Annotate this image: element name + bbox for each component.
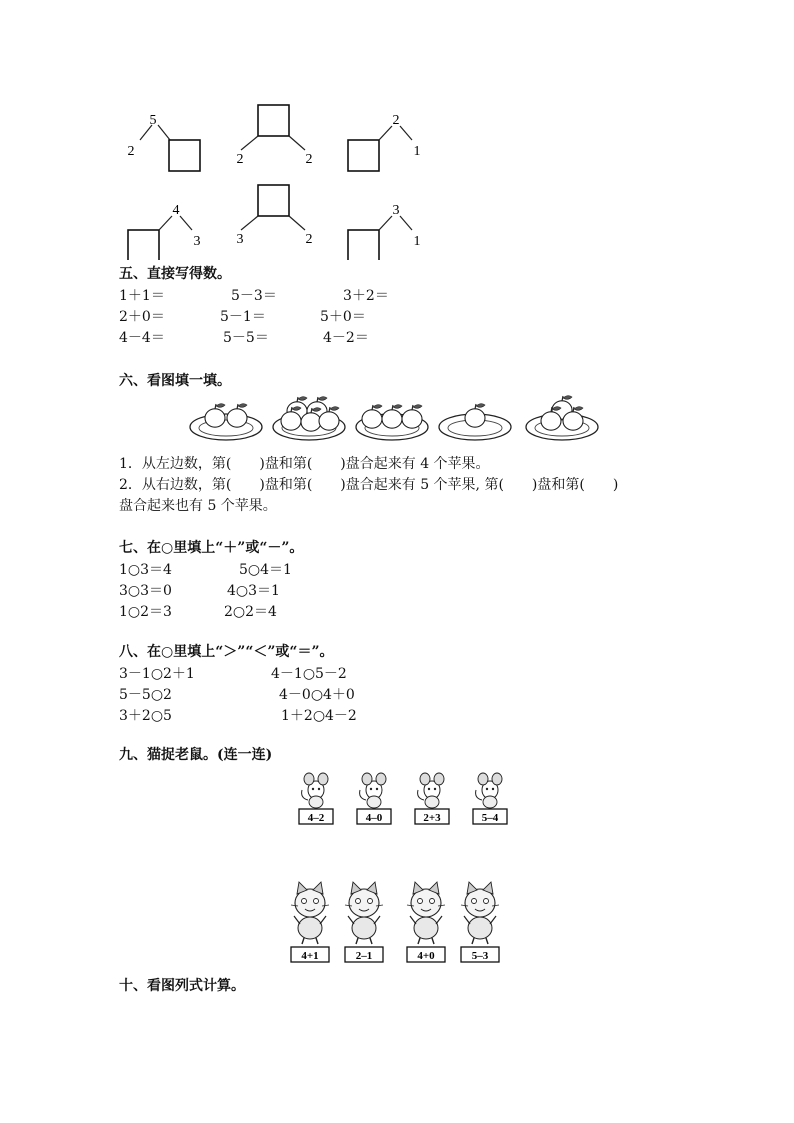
answer-box xyxy=(348,230,379,260)
s5-r2-c3: 5＋0＝ xyxy=(320,309,366,325)
apple-icon xyxy=(563,412,583,430)
s8-r3-c1: 3＋2○5 xyxy=(119,708,172,724)
section-8-title: 八、在○里填上“＞”“＜”或“＝”。 xyxy=(119,644,334,660)
apple-icon xyxy=(205,409,225,427)
section-6-title: 六、看图填一填。 xyxy=(119,373,231,389)
number-bond-3 xyxy=(348,113,421,171)
cat-mouse-matching-image xyxy=(286,768,508,968)
s7-r1-c2: 5○4＝1 xyxy=(239,562,292,578)
apple-icon xyxy=(465,409,485,427)
section-9-title: 九、猫捉老鼠。(连一连) xyxy=(119,747,273,763)
s6-question-2: 2．从右边数，第( )盘和第( )盘合起来有 5 个苹果, 第( )盘和第( ) xyxy=(119,477,619,493)
apple-icon xyxy=(319,412,339,430)
cat-4 xyxy=(461,882,499,962)
number-bond-1 xyxy=(128,113,201,171)
answer-box xyxy=(348,140,379,171)
s5-r3-c1: 4－4＝ xyxy=(119,330,165,346)
s5-r3-c2: 5－5＝ xyxy=(223,330,269,346)
section-10-title: 十、看图列式计算。 xyxy=(119,978,245,994)
bond-top-number: 5 xyxy=(149,113,157,128)
s8-r3-c2: 1＋2○4－2 xyxy=(281,708,357,724)
apple-plates-image xyxy=(188,394,608,446)
cat-2 xyxy=(345,882,383,962)
s8-r2-c1: 5－5○2 xyxy=(119,687,172,703)
bond-right-number: 2 xyxy=(305,232,313,247)
s7-r3-c1: 1○2＝3 xyxy=(119,604,172,620)
cat-expression: 4+1 xyxy=(301,950,319,962)
plate-3 xyxy=(356,405,428,440)
s5-r2-c2: 5－1＝ xyxy=(220,309,266,325)
s7-r2-c1: 3○3＝0 xyxy=(119,583,172,599)
apple-icon xyxy=(541,412,561,430)
plate-4 xyxy=(439,404,511,440)
bond-right-number: 1 xyxy=(413,234,421,249)
s8-r2-c2: 4－0○4＋0 xyxy=(279,687,355,703)
bond-right-number: 3 xyxy=(193,234,201,249)
apple-icon xyxy=(382,410,402,428)
plate-5 xyxy=(526,396,598,440)
bond-left-number: 3 xyxy=(236,232,244,247)
s7-r3-c2: 2○2＝4 xyxy=(224,604,277,620)
answer-box xyxy=(258,105,289,136)
cat-expression: 2–1 xyxy=(355,950,373,962)
bond-top-number: 2 xyxy=(392,113,400,128)
mouse-expression: 2+3 xyxy=(423,812,441,824)
s5-r3-c3: 4－2＝ xyxy=(323,330,369,346)
answer-box xyxy=(258,185,289,216)
mouse-3 xyxy=(415,773,449,824)
cat-expression: 5–3 xyxy=(471,950,489,962)
s8-r1-c1: 3－1○2＋1 xyxy=(119,666,195,682)
apple-icon xyxy=(281,412,301,430)
number-bond-5 xyxy=(237,185,313,247)
cat-1 xyxy=(291,882,329,962)
s6-question-1: 1．从左边数，第( )盘和第( )盘合起来有 4 个苹果。 xyxy=(119,456,490,472)
bond-top-number: 4 xyxy=(172,203,180,218)
s5-r1-c3: 3＋2＝ xyxy=(343,288,389,304)
apple-icon xyxy=(402,410,422,428)
bond-left-number: 2 xyxy=(236,152,244,167)
s5-r1-c1: 1＋1＝ xyxy=(119,288,165,304)
s8-r1-c2: 4－1○5－2 xyxy=(271,666,347,682)
s7-r1-c1: 1○3＝4 xyxy=(119,562,172,578)
section-7-title: 七、在○里填上“＋”或“－”。 xyxy=(119,540,304,556)
cat-3 xyxy=(407,882,445,962)
bond-left-number: 2 xyxy=(127,144,135,159)
plate-2 xyxy=(273,397,345,440)
bond-top-number: 3 xyxy=(392,203,400,218)
answer-box xyxy=(169,140,200,171)
s5-r2-c1: 2＋0＝ xyxy=(119,309,165,325)
number-bond-2 xyxy=(237,105,313,167)
apple-icon xyxy=(301,413,321,431)
s6-question-2-cont: 盘合起来也有 5 个苹果。 xyxy=(119,498,277,514)
apple-icon xyxy=(227,409,247,427)
bond-right-number: 1 xyxy=(413,144,421,159)
bond-right-number: 2 xyxy=(305,152,313,167)
mouse-2 xyxy=(357,773,391,824)
mouse-expression: 5–4 xyxy=(481,812,499,824)
apple-icon xyxy=(362,410,382,428)
number-bond-diagrams xyxy=(110,95,440,260)
mouse-1 xyxy=(299,773,333,824)
section-5-title: 五、直接写得数。 xyxy=(119,266,231,282)
answer-box xyxy=(128,230,159,260)
mouse-4 xyxy=(473,773,507,824)
s7-r2-c2: 4○3＝1 xyxy=(227,583,280,599)
s5-r1-c2: 5－3＝ xyxy=(231,288,277,304)
number-bond-4 xyxy=(128,203,201,260)
plate-1 xyxy=(190,404,262,440)
mouse-expression: 4–2 xyxy=(307,812,325,824)
mouse-expression: 4–0 xyxy=(365,812,383,824)
number-bond-6 xyxy=(348,203,421,260)
cat-expression: 4+0 xyxy=(417,950,435,962)
